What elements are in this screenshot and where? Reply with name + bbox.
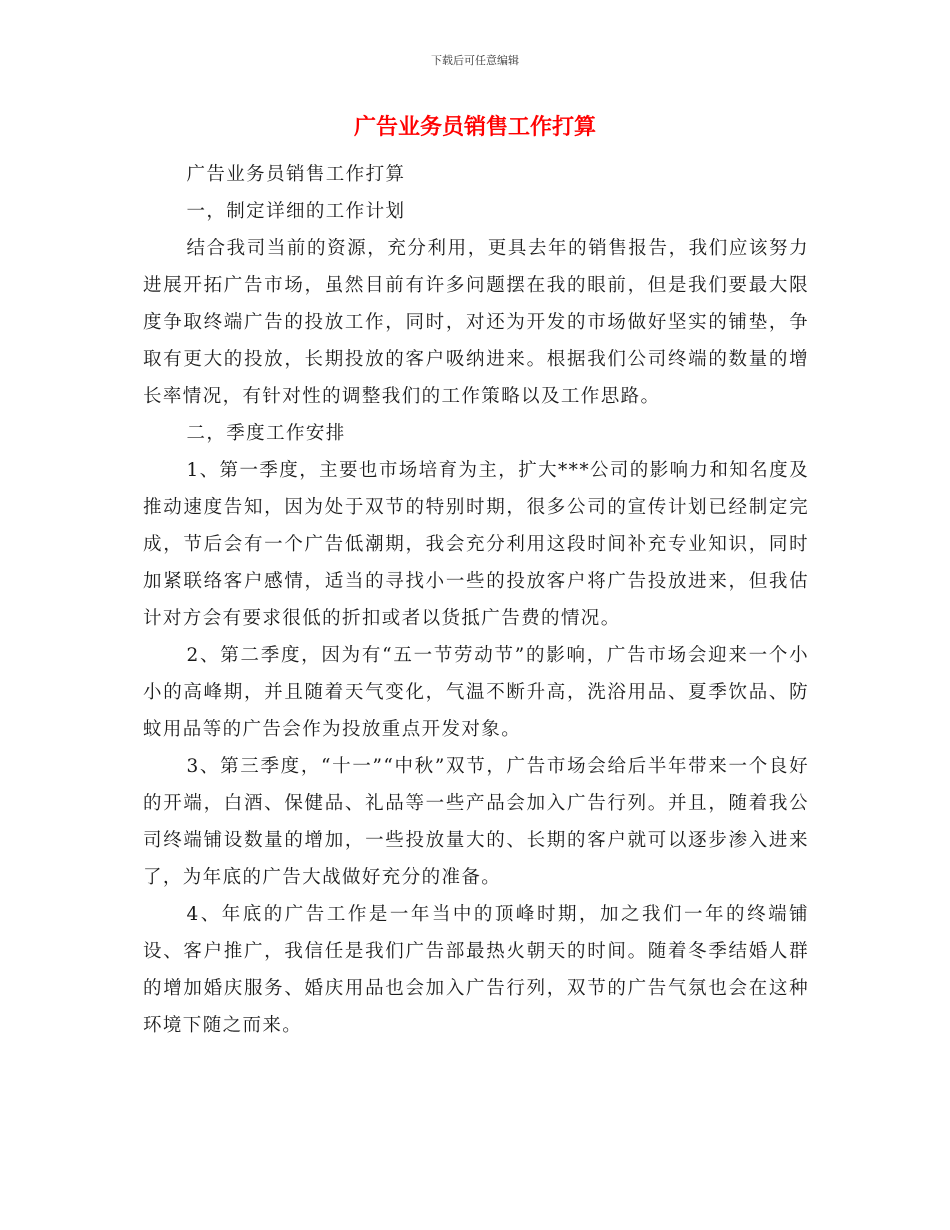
paragraph-subtitle: 广告业务员销售工作打算 — [186, 164, 406, 185]
paragraph-work-plan: 结合我司当前的资源，充分利用，更具去年的销售报告，我们应该努力进展开拓广告市场，虽然目前有许多问题摆在我的眼前，但是我们要最大限度争取终端广告的投放工作，同时，对还为开发的市场做好坚实的铺垫，争取有更大的投放，长期投放的客户吸纳进来。根据我们公司终端的数量的增长率情况，有针对性的调整我们的工作策略以及工作思路。 — [143, 238, 809, 407]
paragraph-year-end: 4、年底的广告工作是一年当中的顶峰时期，加之我们一年的终端铺设、客户推广，我信任是我们广告部最热火朝天的时间。随着冬季结婚人群的增加婚庆服务、婚庆用品也会加入广告行列，双节的广告气氛也会在这种环境下随之而来。 — [143, 904, 809, 1036]
paragraph-q1: 1、第一季度，主要也市场培育为主，扩大***公司的影响力和知名度及推动速度告知，因为处于双节的特别时期，很多公司的宣传计划已经制定完成，节后会有一个广告低潮期，我会充分利用这段时间补充专业知识，同时加紧联络客户感情，适当的寻找小一些的投放客户将广告投放进来，但我估计对方会有要求很低的折扣或者以货抵广告费的情况。 — [143, 460, 809, 629]
paragraph-q2: 2、第二季度，因为有“五一节劳动节”的影响，广告市场会迎来一个小小的高峰期，并且随着天气变化，气温不断升高，洗浴用品、夏季饮品、防蚊用品等的广告会作为投放重点开发对象。 — [143, 645, 809, 740]
paragraph-q3: 3、第三季度，“十一”“中秋”双节，广告市场会给后半年带来一个良好的开端，白酒、保健品、礼品等一些产品会加入广告行列。并且，随着我公司终端铺设数量的增加，一些投放量大的、长期的客户就可以逐步渗入进来了，为年底的广告大战做好充分的准备。 — [143, 756, 809, 888]
section-heading-work-plan: 一，制定详细的工作计划 — [186, 201, 406, 222]
page-header-note: 下载后可任意编辑 — [431, 54, 519, 67]
section-heading-quarterly: 二，季度工作安排 — [186, 423, 346, 444]
document-body — [143, 156, 809, 1044]
document-title: 广告业务员销售工作打算 — [353, 115, 596, 140]
